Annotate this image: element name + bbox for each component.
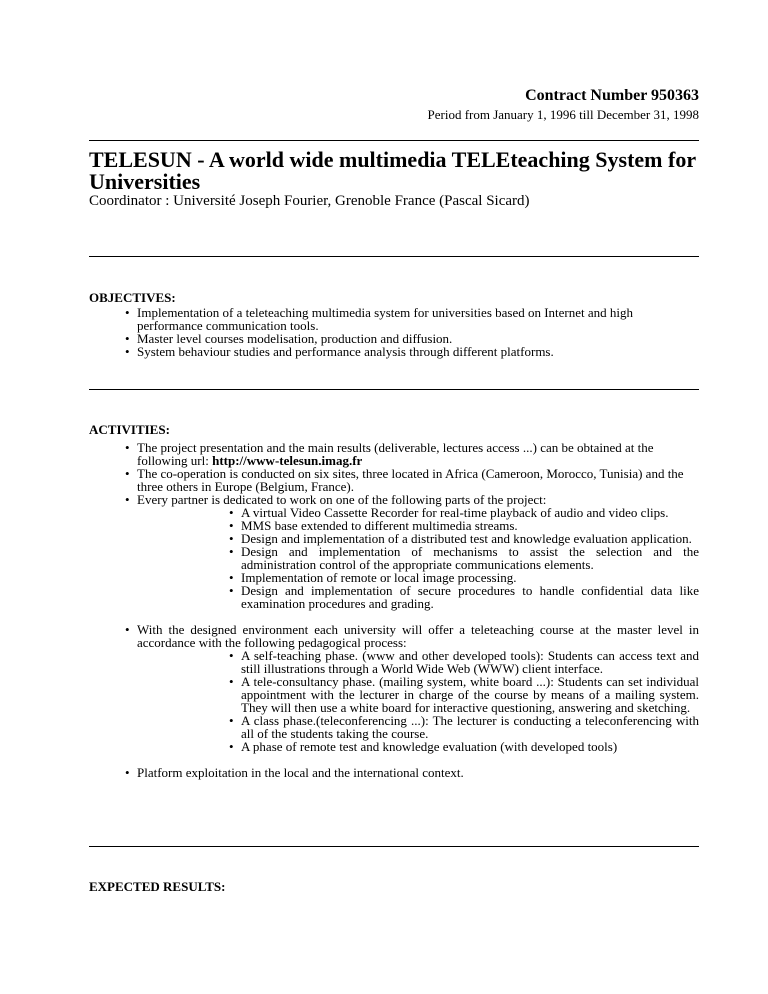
list-item: • Master level courses modelisation, production and diffusion. [89, 332, 699, 345]
page-title: TELESUN - A world wide multimedia TELEteaching System for Universities [89, 147, 696, 194]
sub-list-item: • A tele-consultancy phase. (mailing system, white board ...): Students can set individual appointment with the lecturer in charge of the course by means of a mailing system. They will then use a white board for interactive questioning, answering and sketching. [137, 675, 699, 714]
divider [89, 140, 699, 141]
sub-list-item: • A class phase.(teleconferencing ...): The lecturer is conducting a teleconferencing with all of the students taking the course. [137, 714, 699, 740]
list-item [89, 441, 699, 467]
sub-list-item: • Design and implementation of secure procedures to handle confidential data like examination procedures and grading. [137, 584, 699, 610]
list-item-text: The project presentation and the main results (deliverable, lectures access ...) can be obtained at the following url: [137, 440, 654, 468]
list-item: • System behaviour studies and performance analysis through different platforms. [89, 345, 699, 358]
divider [89, 389, 699, 390]
objectives-list [89, 306, 699, 358]
list-item: • Platform exploitation in the local and the international context. [89, 766, 699, 779]
activities-list [89, 441, 699, 779]
sub-list-item: • A self-teaching phase. (www and other developed tools): Students can access text and still illustrations through a World Wide Web (WWW) client interface. [137, 649, 699, 675]
sub-list-item: • A phase of remote test and knowledge evaluation (with developed tools) [137, 740, 699, 753]
objectives-heading: OBJECTIVES: [89, 290, 176, 305]
divider [89, 256, 699, 257]
activities-heading: ACTIVITIES: [89, 422, 170, 437]
list-item-text: With the designed environment each university will offer a teleteaching course at the master level in accordance with the following pedagogical process: [137, 622, 699, 650]
list-item: • The co-operation is conducted on six sites, three located in Africa (Cameroon, Morocco, Tunisia) and the three others in Europe (Belgium, France). [89, 467, 699, 493]
pedagogical-phases-list [137, 649, 699, 753]
list-item [89, 493, 699, 610]
sub-list-item: • Implementation of remote or local image processing. [137, 571, 699, 584]
project-url-link[interactable]: http://www-telesun.imag.fr [212, 453, 363, 468]
coordinator: Coordinator : Université Joseph Fourier, Grenoble France (Pascal Sicard) [89, 193, 530, 209]
sub-list-item: • MMS base extended to different multimedia streams. [137, 519, 699, 532]
contract-period: Period from January 1, 1996 till December 31, 1998 [427, 107, 699, 122]
list-item-text: Every partner is dedicated to work on one of the following parts of the project: [137, 492, 547, 507]
list-item [89, 623, 699, 753]
contract-number: Contract Number 950363 [525, 87, 699, 104]
sub-list-item: • Design and implementation of mechanisms to assist the selection and the administration control of the appropriate communications elements. [137, 545, 699, 571]
divider [89, 846, 699, 847]
list-item: • Implementation of a teleteaching multimedia system for universities based on Internet and high performance communication tools. [89, 306, 699, 332]
sub-list-item: • A virtual Video Cassette Recorder for real-time playback of audio and video clips. [137, 506, 699, 519]
project-parts-list [137, 506, 699, 610]
expected-results-heading: EXPECTED RESULTS: [89, 879, 226, 894]
sub-list-item: • Design and implementation of a distributed test and knowledge evaluation application. [137, 532, 699, 545]
